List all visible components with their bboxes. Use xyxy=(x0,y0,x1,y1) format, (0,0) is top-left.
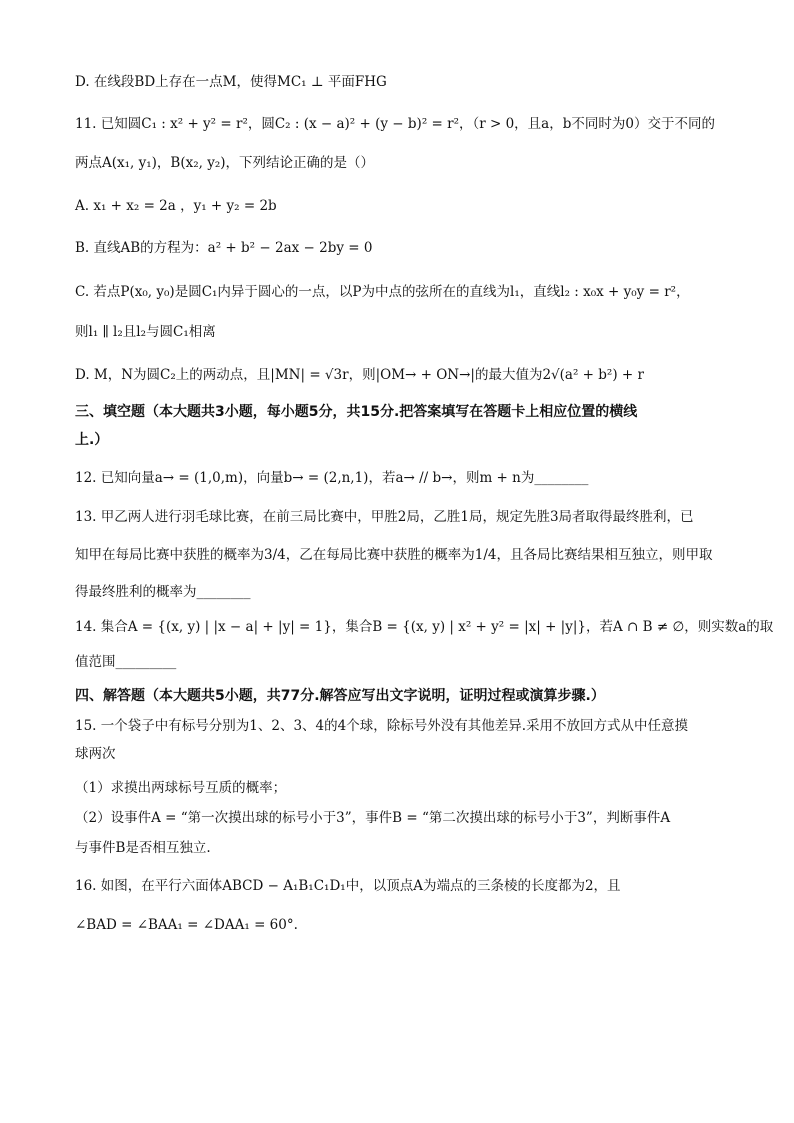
q15-part2-line1: （2）设事件A = “第一次摸出球的标号小于3”，事件B = “第二次摸出球的标号小于3”，判断事件A xyxy=(75,810,671,826)
q14-line1: 14. 集合A = {(x, y) | |x − a| + |y| = 1}，集合B = {(x, y) | x² + y² = |x| + |y|}，若A ∩ B ≠ ∅，则实数a的取 xyxy=(75,619,774,635)
q10-option-d: D. 在线段BD上存在一点M，使得MC₁ ⊥ 平面FHG xyxy=(75,74,387,90)
section-4-heading: 四、解答题（本大题共5小题，共77分.解答应写出文字说明，证明过程或演算步骤.） xyxy=(75,688,605,704)
q13-line3: 得最终胜利的概率为________ xyxy=(75,584,251,600)
q11-stem-line2: 两点A(x₁, y₁)，B(x₂, y₂)，下列结论正确的是（） xyxy=(75,155,375,171)
q15-line1: 15. 一个袋子中有标号分别为1、2、3、4的4个球，除标号外没有其他差异.采用不放回方式从中任意摸 xyxy=(75,718,688,734)
q11-option-d: D. M，N为圆C₂上的两动点，且|MN| = √3r，则|OM→ + ON→|的最大值为2√(a² + b²) + r xyxy=(75,367,644,383)
q13-line2: 知甲在每局比赛中获胜的概率为3/4，乙在每局比赛中获胜的概率为1/4，且各局比赛结果相互独立，则甲取 xyxy=(75,547,713,563)
q11-option-c-line2: 则l₁ ∥ l₂且l₂与圆C₁相离 xyxy=(75,324,216,340)
q16-line2: ∠BAD = ∠BAA₁ = ∠DAA₁ = 60°. xyxy=(75,917,298,933)
q15-part2-line2: 与事件B是否相互独立. xyxy=(75,840,211,856)
q11-option-c-line1: C. 若点P(x₀, y₀)是圆C₁内异于圆心的一点，以P为中点的弦所在的直线为l₁，直线l₂ : x₀x + y₀y = r²， xyxy=(75,284,690,300)
q13-line1: 13. 甲乙两人进行羽毛球比赛，在前三局比赛中，甲胜2局，乙胜1局，规定先胜3局者取得最终胜利，已 xyxy=(75,509,694,525)
q16-line1: 16. 如图，在平行六面体ABCD − A₁B₁C₁D₁中，以顶点A为端点的三条棱的长度都为2，且 xyxy=(75,878,621,894)
q11-option-b: B. 直线AB的方程为：a² + b² − 2ax − 2by = 0 xyxy=(75,240,373,256)
q14-line2: 值范围_________ xyxy=(75,654,177,670)
q15-line2: 球两次 xyxy=(75,746,116,762)
q12: 12. 已知向量a→ = (1,0,m)，向量b→ = (2,n,1)，若a→ // b→，则m + n为________ xyxy=(75,470,589,486)
q11-option-a: A. x₁ + x₂ = 2a ，y₁ + y₂ = 2b xyxy=(75,198,277,214)
section-3-heading: 三、填空题（本大题共3小题，每小题5分，共15分.把答案填写在答题卡上相应位置的横线 xyxy=(75,404,638,420)
section-3-heading-cont: 上.） xyxy=(75,432,109,448)
q11-stem-line1: 11. 已知圆C₁ : x² + y² = r²，圆C₂ : (x − a)² + (y − b)² = r²，（r > 0，且a，b不同时为0）交于不同的 xyxy=(75,116,715,132)
q15-part1: （1）求摸出两球标号互质的概率； xyxy=(75,780,287,796)
